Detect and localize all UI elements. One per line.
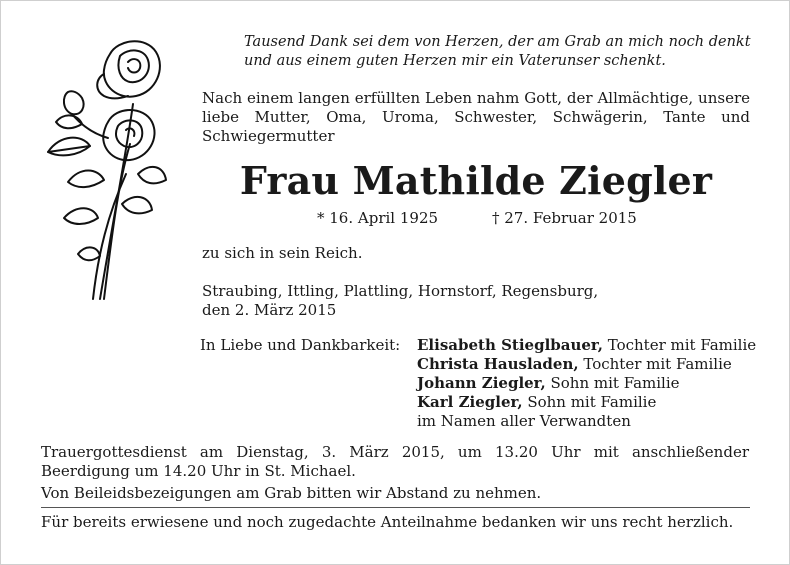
funeral-service-info bbox=[41, 443, 749, 481]
mourner-entry bbox=[417, 393, 756, 412]
quote-line-1: Tausend Dank sei dem von Herzen, der am Grab an mich noch denkt bbox=[244, 34, 751, 50]
mourner-name: Johann Ziegler, bbox=[417, 374, 546, 392]
date-line: den 2. März 2015 bbox=[202, 301, 337, 319]
mourner-entry bbox=[417, 374, 756, 393]
place-and-date bbox=[202, 282, 598, 320]
thanks-note: Für bereits erwiesene und noch zugedachte Anteilnahme bedanken wir uns recht herzlich. bbox=[41, 513, 734, 531]
birth-date: * 16. April 1925 bbox=[317, 209, 439, 227]
mourner-entry bbox=[417, 336, 756, 355]
memorial-quote bbox=[244, 33, 759, 71]
mourners-label: In Liebe und Dankbarkeit: bbox=[200, 336, 401, 354]
mourners-list bbox=[417, 336, 756, 431]
rose-icon bbox=[38, 34, 168, 304]
mourner-name: Christa Hausladen, bbox=[417, 355, 579, 373]
mourner-relation: Sohn mit Familie bbox=[522, 393, 657, 411]
service-line-2: Beerdigung um 14.20 Uhr in St. Michael. bbox=[41, 462, 356, 480]
mourner-name: Karl Ziegler, bbox=[417, 393, 523, 411]
death-date: † 27. Februar 2015 bbox=[492, 209, 637, 227]
quote-line-2: und aus einem guten Herzen mir ein Vaterunser schenkt. bbox=[244, 53, 666, 69]
intro-text: Nach einem langen erfüllten Leben nahm Gott, der Allmächtige, unsere liebe Mutter, Oma, Uroma, Schwester, Schwägerin, Tante und Schwiegermutter bbox=[202, 89, 750, 145]
mourner-entry bbox=[417, 355, 756, 374]
mourner-relation: Sohn mit Familie bbox=[545, 374, 680, 392]
mourner-relation: Tochter mit Familie bbox=[602, 336, 757, 354]
deceased-name: Frau Mathilde Ziegler bbox=[239, 158, 713, 203]
service-line-1: Trauergottesdienst am Dienstag, 3. März 2015, um 13.20 Uhr mit anschließender bbox=[41, 443, 749, 461]
mourners-closing: im Namen aller Verwandten bbox=[417, 412, 631, 430]
condolences-note: Von Beileidsbezeigungen am Grab bitten wir Abstand zu nehmen. bbox=[41, 484, 542, 502]
reich-text: zu sich in sein Reich. bbox=[202, 244, 363, 262]
mourner-relation: Tochter mit Familie bbox=[578, 355, 732, 373]
mourner-name: Elisabeth Stieglbauer, bbox=[417, 336, 603, 354]
divider bbox=[41, 507, 750, 508]
place-line: Straubing, Ittling, Plattling, Hornstorf, Regensburg, bbox=[202, 282, 599, 300]
